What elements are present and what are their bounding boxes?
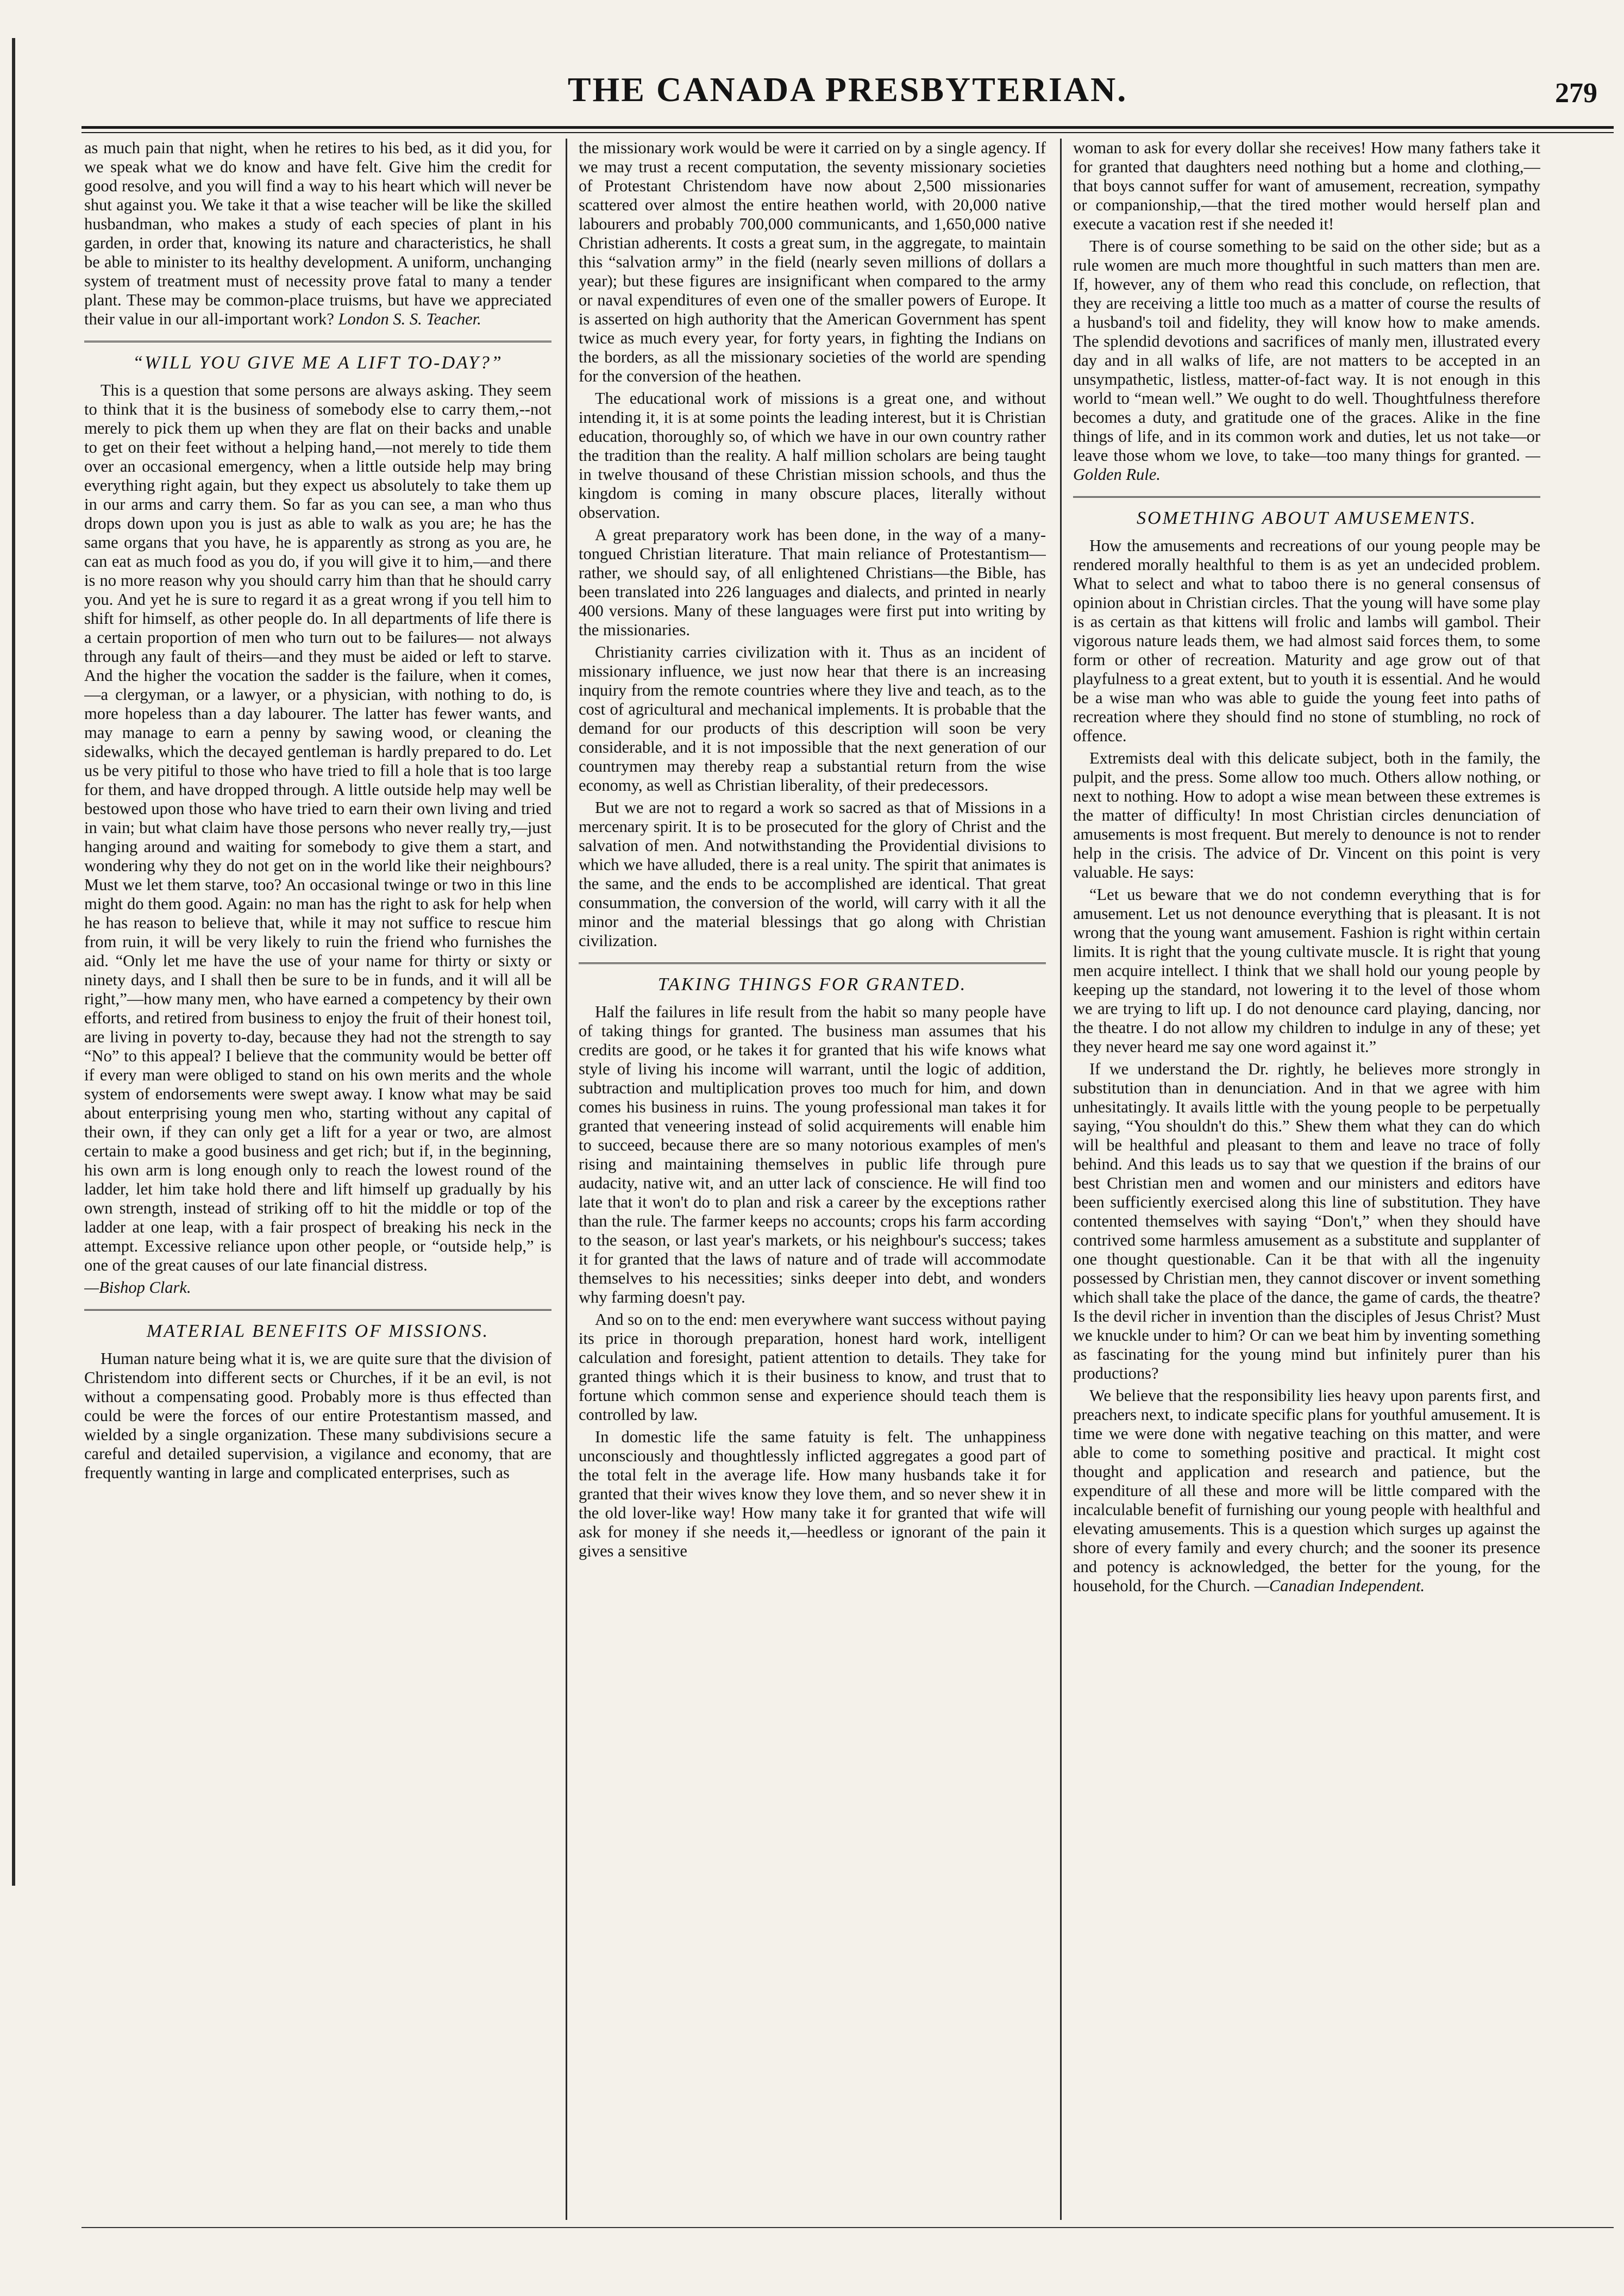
bottom-rule [81,2227,1614,2228]
article-paragraph: But we are not to regard a work so sacred as that of Missions in a mercenary spirit. It is to be prosecuted for the glory of Christ and the salvation of men. And notwithstanding the Providential divisions to which we have alluded, there is a real unity. The spirit that animates is the same, and the ends to be accomplished are identical. That great consummation, the conversion of the world, will carry with it all the minor and the material blessings that go along with Christian civilization. [579,798,1046,950]
paragraph-text: We believe that the responsibility lies heavy upon parents first, and preachers next, to indicate specific plans for youthful amusement. It is time we were done with negative teaching on this matter, and were able to come to something positive and practical. It might cost thought and application and research and patience, but the expenditure of all these and more will be little compared with the incalculable benefit of furnishing our young people with healthful and elevating amusements. This is a question which surges up against the shore of every family and every church; and the sooner its presence and potency is acknowledged, the better for the young, for the household, for the Church. [1073,1386,1540,1595]
article-paragraph: How the amusements and recreations of our young people may be rendered morally healthful to them is as yet an undecided problem. What to select and what to taboo there is no general consensus of opinion about in Christian circles. That the young will have some play is as certain as that kittens will frolic and lambs will gambol. Their vigorous nature leads them, we had almost said forces them, to some form or other of recreation. Maturity and age grow out of that playfulness to a great extent, but to youth it is essential. And he would be a wise man who was able to guide the young feet into paths of recreation where they should find no stone of stumbling, no rock of offence. [1073,536,1540,745]
article-paragraph: Extremists deal with this delicate subject, both in the family, the pulpit, and the press. Some allow too much. Others allow nothing, or next to nothing. How to adopt a wise mean between these extremes is the matter of difficulty! In most Christian circles denunciation of amusements is most frequent. But merely to denounce is not to render help in the crisis. The advice of Dr. Vincent on this point is very valuable. He says: [1073,749,1540,881]
article-paragraph: Human nature being what it is, we are quite sure that the division of Christendom into different sects or Churches, if it be an evil, is not without a compensating good. Probably more is thus effected than could be were the forces of our entire Protestantism massed, and wielded by a single organization. These many subdivisions secure a careful and detailed supervision, a vigilance and economy, that are frequently wanting in large and complicated enterprises, such as [84,1349,551,1482]
article-paragraph: Half the failures in life result from the habit so many people have of taking things for granted. The business man assumes that his credits are good, or he takes it for granted that his wife knows what style of living his income will warrant, until the logic of addition, subtraction and multiplication proves too much for him, and down comes his business in ruins. The young professional man takes it for granted that veneering instead of solid acquirements will enable him to succeed, because there are so many notorious examples of men's rising and maintaining themselves in public life through pure audacity, native wit, and an utter lack of conscience. He will find too late that it won't do to plan and risk a career by the exceptions rather than the rule. The farmer keeps no accounts; crops his farm according to the season, or last year's markets, or his neighbour's success; takes it for granted that the laws of nature and of trade will accommodate themselves to his necessities; sinks deeper into debt, and wonders why farming doesn't pay. [579,1003,1046,1306]
column-rule-1 [566,139,567,2220]
masthead-rule [81,126,1614,133]
source-attribution: —Golden Rule. [1073,446,1540,484]
article-heading: “WILL YOU GIVE ME A LIFT TO-DAY?” [84,341,551,372]
article-paragraph: A great preparatory work has been done, in the way of a many-tongued Christian literature. That main reliance of Protestantism—rather, we should say, of all enlightened Christians—the Bible, has been translated into 226 languages and dialects, and printed in nearly 400 versions. Many of these languages were first put into writing by the missionaries. [579,525,1046,639]
paragraph-text: There is of course something to be said on the other side; but as a rule women are much more thoughtful in such matters than men are. If, however, any of them who read this conclude, on reflection, that they are receiving a little too much as a matter of course the results of a husband's toil and fidelity, they will know how to make amends. The splendid devotions and sacrifices of manly men, illustrated every day and in all walks of life, are not matters to be accepted in an unsympathetic, listless, matter-of-fact way. It is not enough in this world to “mean well.” We ought to do well. Thoughtfulness therefore becomes a duty, and gratitude one of the graces. Alike in the fine things of life, and in its common work and duties, let us not take—or leave those whom we love, to take—too many things for granted. [1073,237,1540,465]
article-paragraph: The educational work of missions is a great one, and without intending it, it is at some points the leading interest, but it is Christian education, thoroughly so, of which we have in our own country rather the tradition than the reality. A half million scholars are being taught in twelve thousand of these Christian mission schools, and thus the kingdom is coming in many obscure places, literally without observation. [579,389,1046,522]
masthead [81,70,1614,118]
article-heading: TAKING THINGS FOR GRANTED. [579,962,1046,994]
source-attribution: London S. S. Teacher. [338,310,481,328]
publication-title: THE CANADA PRESBYTERIAN. [567,70,1128,109]
column-1 [84,139,551,2220]
article-paragraph: And so on to the end: men everywhere want success without paying its price in thorough preparation, honest hard work, intelligent calculation and foresight, patient attention to details. They take for granted things which it is their business to know, and trust that to fortune which common sense and experience should teach them is controlled by law. [579,1310,1046,1424]
article-quote: “Let us beware that we do not condemn everything that is for amusement. Let us not denounce everything that is pleasant. It is not wrong that the young want amusement. Fashion is right within certain limits. It is right that the young cultivate muscle. It is right that young men acquire intellect. I think that we shall hold our young people by keeping up the standard, not lowering it to the level of those whom we are trying to lift up. I do not denounce card playing, dancing, nor the theatre. I do not allow my children to indulge in any of these; yet they never heard me say one word against it.” [1073,885,1540,1056]
column-rule-2 [1060,139,1062,2220]
article-paragraph: woman to ask for every dollar she receives! How many fathers take it for granted that daughters need nothing but a home and clothing,—that boys cannot suffer for want of amusement, recreation, sympathy or companionship,—that the tired mother would herself plan and execute a vacation rest if she needed it! [1073,139,1540,233]
page-number: 279 [1555,78,1597,109]
article-paragraph [1073,1386,1540,1596]
column-3 [1073,139,1540,2220]
article-paragraph: Christianity carries civilization with it. Thus as an incident of missionary influence, we just now hear that there is an increasing inquiry from the remote countries where they live and teach, as to the cost of agricultural and mechanical implements. It is probable that the demand for our products of this description will soon be very considerable, and it is not impossible that the next generation of our countrymen may thereby reap a substantial return from the wise economy, as well as Christian liberality, of their predecessors. [579,643,1046,794]
article-paragraph [84,139,551,329]
article-heading: MATERIAL BENEFITS OF MISSIONS. [84,1309,551,1341]
source-attribution: —Canadian Independent. [1254,1576,1425,1595]
page-edge-rule [12,38,15,1886]
source-attribution: —Bishop Clark. [84,1278,191,1297]
article-paragraph: If we understand the Dr. rightly, he believes more strongly in substitution than in denunciation. And in that we agree with him unhesitatingly. It avails little with the young people to be perpetually saying, “You shouldn't do this.” Shew them what they can do which will be healthful and pleasant to them and leave no trace of folly behind. And this leads us to say that we question if the brains of our best Christian men and women and our ministers and editors have been sufficiently exercised along this line of substitution. They have contented themselves with saying “Don't,” when they should have contrived some harmless amusement as a substitute and supplanter of one thought questionable. Can it be that with all the ingenuity possessed by Christian men, they cannot discover or invent something which shall take the place of the dance, the game of cards, the theatre? Is the devil richer in invention than the disciples of Jesus Christ? Must we knuckle under to him? Or can we beat him by inventing something as fascinating for the young mind but infinitely purer than his productions? [1073,1060,1540,1382]
paragraph-text: as much pain that night, when he retires to his bed, as it did you, for we speak what we do know and have felt. Give him the credit for good resolve, and you will find a way to his heart which will never be shut against you. We take it that a wise teacher will be like the skilled husbandman, who makes a study of each species of plant in his garden, in order that, knowing its nature and characteristics, he shall be able to minister to its healthy development. A uniform, unchanging system of treatment must of necessity prove fatal to many a tender plant. These may be common-place truisms, but have we appreciated their value in our all-important work? [84,139,551,328]
article-paragraph: This is a question that some persons are always asking. They seem to think that it is the business of somebody else to carry them,--not merely to pick them up when they are flat on their backs and unable to get on their feet without a helping hand,—not merely to tide them over an occasional emergency, when a little outside help may bring everything right again, but they expect us absolutely to take them up in our arms and carry them. So far as you can see, a man who thus drops down upon you is just as able to walk as you are; he has the same organs that you have, he is apparently as strong as you are, he can eat as much food as you do, if you will give it to him,—and there is no more reason why you should carry him than that he should carry you. And yet he is sure to regard it as a great wrong if you tell him to shift for himself, as other people do. In all departments of life there is a certain proportion of men who turn out to be failures— not always through any fault of theirs—and they must be aided or left to starve. And the higher the vocation the sadder is the failure, when it comes, —a clergyman, or a lawyer, or a physician, with nothing to do, is more hopeless than a day labourer. The latter has fewer wants, and may manage to earn a penny by sawing wood, or cleaning the sidewalks, which the decayed gentleman is hardly prepared to do. Let us be very pitiful to those who have tried to fill a hole that is too large for them, and have dropped through. A little outside help may well be bestowed upon those who have tried to earn their own living and tried in vain; but what claim have those persons who never really try,—just hanging around and waiting for somebody to give them a start, and wondering why they do not get on in the world like their neighbours? Must we let them starve, too? An occasional twinge or two in this line might do them good. Again: no man has the right to ask for help when he has reason to believe that, while it may not suffice to rescue him from ruin, it will be very likely to ruin the friend who furnishes the aid. “Only let me have the use of your name for thirty or sixty or ninety days, and I shall then be sure to be in funds, and it will all be right,”—how many men, who have earned a competency by their own efforts, and retired from business to enjoy the fruit of their honest toil, are living in poverty to-day, because they had not the strength to say “No” to this appeal? I believe that the community would be better off if every man were obliged to stand on his own merits and the whole system of endorsements were swept away. I know what may be said about enterprising young men who, starting without any capital of their own, if they can only get a lift for a year or two, are almost certain to make a good business and get rich; but if, in the beginning, his own arm is long enough only to reach the lowest round of the ladder, let him take hold there and lift himself up gradually by his own strength, instead of striking off to hit the middle or top of the ladder at one leap, with a fair prospect of breaking his neck in the attempt. Excessive reliance upon other people, or “outside help,” is one of the great causes of our late financial distress. [84,381,551,1274]
column-2 [579,139,1046,2220]
article-heading: SOMETHING ABOUT AMUSEMENTS. [1073,496,1540,528]
article-paragraph [1073,237,1540,484]
article-paragraph: the missionary work would be were it carried on by a single agency. If we may trust a recent computation, the seventy missionary societies of Protestant Christendom have now about 2,500 missionaries scattered over almost the entire heathen world, with 20,000 native labourers and probably 700,000 communicants, and 1,650,000 native Christian adherents. It costs a great sum, in the aggregate, to maintain this “salvation army” in the field (nearly seven millions of dollars a year); but these figures are insignificant when compared to the army or naval expenditures of even one of the smaller powers of Europe. It is asserted on high authority that the American Government has spent twice as much every year, for forty years, in fighting the Indians on the borders, as all the missionary societies of the world are spending for the conversion of the heathen. [579,139,1046,385]
article-paragraph: In domestic life the same fatuity is felt. The unhappiness unconsciously and thoughtlessly inflicted aggregates a good part of the total felt in the average life. How many husbands take it for granted that their wives know they love them, and so never shew it in the old lover-like way! How many take it for granted that wife will ask for money if she needs it,—heedless or ignorant of the pain it gives a sensitive [579,1428,1046,1560]
